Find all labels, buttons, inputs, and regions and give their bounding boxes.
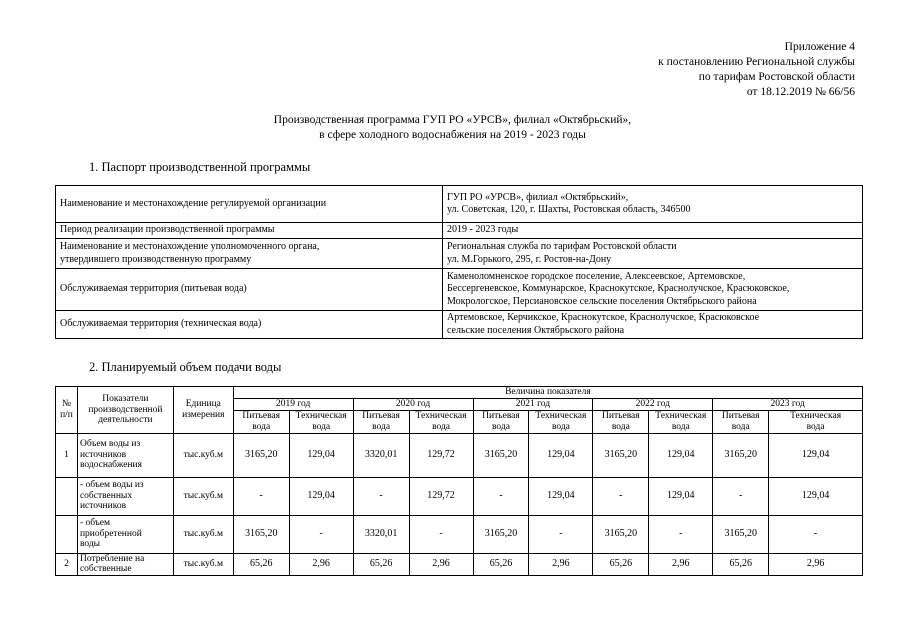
row-unit: тыс.куб.м: [173, 477, 233, 515]
row-value: 129,04: [289, 433, 353, 477]
row-value: 129,04: [769, 433, 863, 477]
row-value: 2,96: [769, 553, 863, 575]
row-value: 3320,01: [353, 433, 409, 477]
header-drink: Питьевая вода: [473, 410, 529, 433]
table-row: [56, 433, 863, 477]
header-tech: Техническая вода: [649, 410, 713, 433]
row-value: 65,26: [593, 553, 649, 575]
header-year: 2019 год: [233, 399, 353, 411]
title-line: Производственная программа ГУП РО «УРСВ», филиал «Октябрьский»,: [273, 114, 632, 126]
row-value: 3320,01: [353, 515, 409, 553]
passport-value: Региональная служба по тарифам Ростовской области ул. М.Горького, 295, г. Ростов-на-Дону: [443, 239, 863, 269]
table-row: [56, 477, 863, 515]
row-value: -: [473, 477, 529, 515]
row-value: 3165,20: [593, 433, 649, 477]
passport-table: [55, 185, 863, 339]
header-value: Величина показателя: [233, 387, 862, 399]
row-value: 3165,20: [233, 433, 289, 477]
header-tech: Техническая вода: [409, 410, 473, 433]
passport-value: 2019 - 2023 годы: [443, 223, 863, 239]
header-year: 2020 год: [353, 399, 473, 411]
passport-label: Наименование и местонахождение уполномоченного органа, утвердившего производственную программу: [56, 239, 443, 269]
row-value: 129,04: [649, 477, 713, 515]
header-tech: Техническая вода: [769, 410, 863, 433]
passport-value: Каменоломненское городское поселение, Алексеевское, Артемовское, Бессергеневское, Коммунарское, Краснокутское, Краснолучское, Красюковское, Мокрологское, Персиановское сельские поселения Октябрьского района: [443, 269, 863, 311]
row-value: 3165,20: [713, 515, 769, 553]
appendix-line: по тарифам Ростовской области: [698, 71, 855, 83]
row-value: 3165,20: [473, 515, 529, 553]
row-value: 2,96: [409, 553, 473, 575]
row-value: 129,72: [409, 477, 473, 515]
passport-row: [56, 239, 863, 269]
header-tech: Техническая вода: [529, 410, 593, 433]
row-value: 3165,20: [473, 433, 529, 477]
header-unit: Единица измерения: [173, 387, 233, 434]
appendix-line: к постановлению Региональной службы: [658, 56, 855, 68]
volume-table: [55, 386, 863, 576]
row-value: 129,04: [289, 477, 353, 515]
row-value: -: [353, 477, 409, 515]
row-num: 1: [56, 433, 78, 477]
passport-row: [56, 311, 863, 339]
row-value: 65,26: [353, 553, 409, 575]
row-value: -: [769, 515, 863, 553]
header-year: 2021 год: [473, 399, 593, 411]
row-num: 2: [56, 553, 78, 575]
header-year: 2023 год: [713, 399, 863, 411]
header-row: [56, 387, 863, 399]
appendix-line: от 18.12.2019 № 66/56: [746, 86, 855, 98]
row-value: 2,96: [529, 553, 593, 575]
appendix-line: Приложение 4: [784, 41, 855, 53]
table-row: [56, 553, 863, 575]
passport-row: [56, 269, 863, 311]
table-row: [56, 515, 863, 553]
row-value: 129,04: [529, 433, 593, 477]
row-value: 2,96: [289, 553, 353, 575]
row-unit: тыс.куб.м: [173, 433, 233, 477]
header-drink: Питьевая вода: [353, 410, 409, 433]
row-indicator: Потребление на собственные: [77, 553, 173, 575]
row-value: 3165,20: [713, 433, 769, 477]
row-value: -: [409, 515, 473, 553]
row-value: 2,96: [649, 553, 713, 575]
row-value: -: [593, 477, 649, 515]
row-value: -: [233, 477, 289, 515]
row-value: 65,26: [233, 553, 289, 575]
row-value: 3165,20: [233, 515, 289, 553]
header-drink: Питьевая вода: [593, 410, 649, 433]
row-num: [56, 477, 78, 515]
passport-value: ГУП РО «УРСВ», филиал «Октябрьский», ул. Советская, 120, г. Шахты, Ростовская область, 346500: [443, 186, 863, 223]
header-drink: Питьевая вода: [713, 410, 769, 433]
header-indicator: Показатели производственной деятельности: [77, 387, 173, 434]
row-value: -: [289, 515, 353, 553]
section1-heading: 1. Паспорт производственной программы: [89, 160, 311, 174]
row-value: 129,04: [529, 477, 593, 515]
header-year: 2022 год: [593, 399, 713, 411]
passport-value: Артемовское, Керчикское, Краснокутское, Краснолучское, Красюковское сельские поселения Октябрьского района: [443, 311, 863, 339]
passport-label: Наименование и местонахождение регулируемой организации: [56, 186, 443, 223]
section2-heading: 2. Планируемый объем подачи воды: [89, 360, 282, 374]
row-value: -: [713, 477, 769, 515]
row-value: -: [529, 515, 593, 553]
row-value: 65,26: [713, 553, 769, 575]
header-drink: Питьевая вода: [233, 410, 289, 433]
row-indicator: - объем воды из собственных источников: [77, 477, 173, 515]
appendix-header: [658, 40, 855, 100]
title-line: в сфере холодного водоснабжения на 2019 - 2023 годы: [319, 129, 586, 141]
header-tech: Техническая вода: [289, 410, 353, 433]
row-value: 129,04: [649, 433, 713, 477]
header-num: № п/п: [56, 387, 78, 434]
passport-row: [56, 186, 863, 223]
document-title: [0, 113, 905, 143]
row-value: -: [649, 515, 713, 553]
row-value: 65,26: [473, 553, 529, 575]
row-unit: тыс.куб.м: [173, 515, 233, 553]
row-value: 129,04: [769, 477, 863, 515]
row-indicator: Объем воды из источников водоснабжения: [77, 433, 173, 477]
passport-row: [56, 223, 863, 239]
row-value: 3165,20: [593, 515, 649, 553]
row-value: 129,72: [409, 433, 473, 477]
passport-label: Обслуживаемая территория (питьевая вода): [56, 269, 443, 311]
passport-label: Обслуживаемая территория (техническая вода): [56, 311, 443, 339]
row-indicator: - объем приобретенной воды: [77, 515, 173, 553]
row-num: [56, 515, 78, 553]
passport-label: Период реализации производственной программы: [56, 223, 443, 239]
row-unit: тыс.куб.м: [173, 553, 233, 575]
